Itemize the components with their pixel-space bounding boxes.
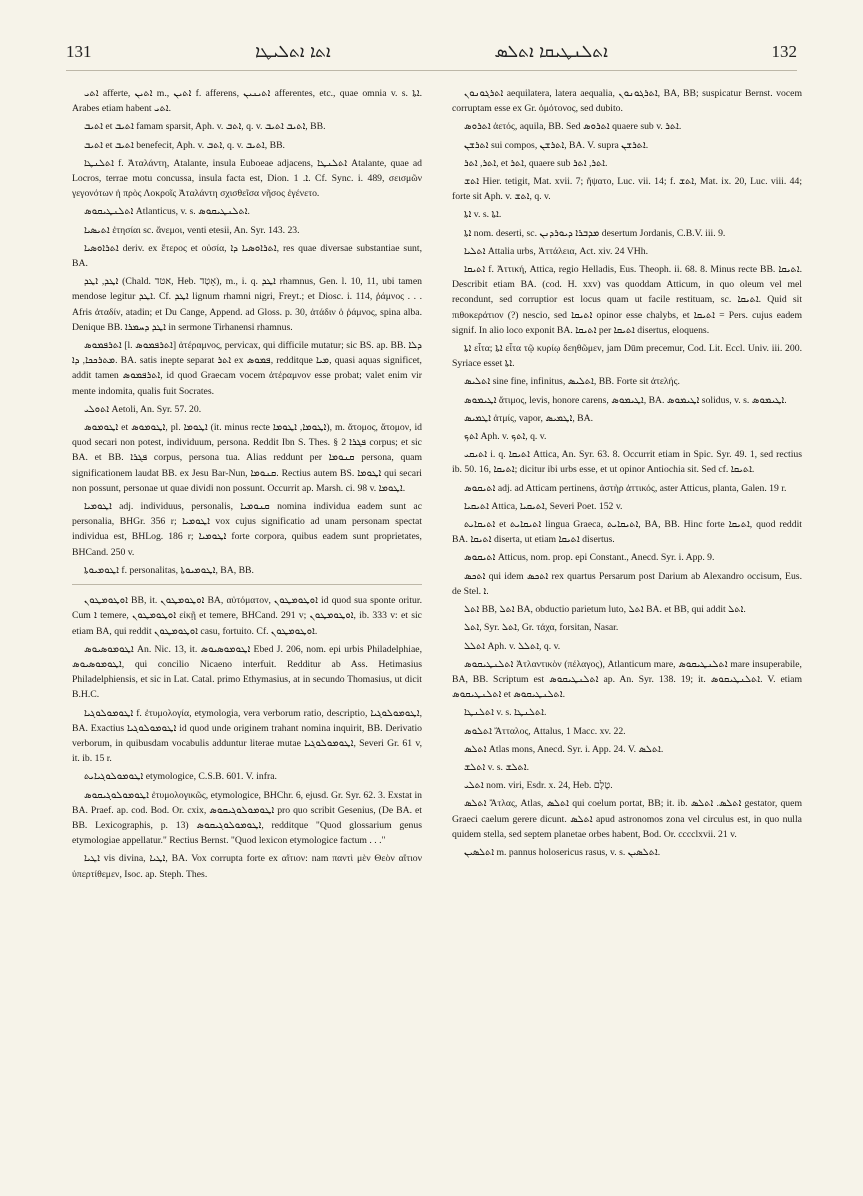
right-column-entry: ܐܬܠܝ nom. viri, Esdr. x. 24, Heb. טֶלֶם. — [464, 780, 613, 792]
right-column-entry: ܐܬܝܩܘܣ adj. ad Atticam pertinens, ἀστὴρ ἀττικός, aster Atticus, planta, Galen. 19 r. — [464, 482, 787, 494]
right-running-title: ܐܬܠܢܛܝܩܐ ܐܬܠܣ — [494, 42, 608, 62]
left-column-entry: ܐܛܘܡܘܠܘܓܝܐ f. ἐτυμολογία, etymologia, vera verborum ratio, descriptio, ܐܛܘܡܘܠܘܓܝܐ, BA. Exactius ܐܛܘܡܘܠܘܓܝܐ id quod unde originem trahant nomina inquirit, BB. Derivatio verborum, in quibusdam vocabulis adduntur literae mutae ܐܛܘܡܘܠܘܓܝܐ, Severi Gr. 61 v, it. ib. 15 r. — [72, 707, 422, 765]
left-column-entry: ܐܛܘܡܝܘܬܐ f. personalitas, ܐܛܘܡܝܘܬܐ, BA, BB. — [84, 564, 254, 576]
right-column-entry: ܐܬܠܣܝܢ m. pannus holosericus rasus, v. s. ܐܬܠܣܝܢ. — [464, 846, 661, 858]
right-column-entry: ܐܬܝܩܝܐ Attica, ܐܬܝܩܝܐ, Severi Poet. 152 v. — [464, 500, 623, 512]
right-column-entry: ܐܬܪܫܢ sui compos, ܐܬܪܫܢ, BA. V. supra ܐܬܪܫܢ. — [464, 139, 649, 151]
left-column-entry: ܐܬܪܐܘܣܝܐ deriv. ex ἕτερος et οὐσία, ܐܬܪܐܘܣܝܐ ܕܐ, res quae diversae substantiae sunt, BA. — [72, 242, 422, 270]
left-column-entry: ܐܬܝܒ et ܐܬܝܒ famam sparsit, Aph. v. ܐܬܒ, q. v. ܐܬܝܒ ܐܬܝܒ, BB. — [84, 121, 326, 133]
right-column-entry: ܐܬܪܓܘܢܘܢ aequilatera, latera aequalia, ܐܬܪܓܘܢܘܢ, BA, BB; suspicatur Bernst. vocem corruptam esse ex Gr. ὁμότονος, sed dubito. — [452, 88, 802, 115]
left-column-entry: ܐܬܝܣܝܐ ἐτησίαι sc. ἄνεμοι, venti etesii, An. Syr. 143. 23. — [84, 224, 300, 236]
right-column-entry: ܐܬܐ nom. deserti, sc. ܡܕܒܪܐ ܕܝܘܪܕܢܢ desertum Jordanis, C.B.V. iii. 9. — [464, 227, 726, 239]
left-column — [72, 86, 422, 1162]
right-column-entry: ܐܬܠ BB, ܐܬܠ BA, obductio parietum luto, ܐܬܠ BA. et BB, qui addit ܐܬܠ. — [464, 604, 746, 616]
right-column-entry: ܐܬܠܠ Aph. v. ܐܬܠܠ, q. v. — [464, 640, 561, 652]
right-column-entry: ܐܛܝܡܘܣ ἄτιμος, levis, honore carens, ܐܛܝܡܘܣ, BA. ܐܛܝܡܘܣ solidus, v. s. ܐܛܝܡܘܣ. — [464, 394, 787, 406]
right-page-number: 132 — [771, 42, 797, 61]
section-divider — [72, 584, 422, 585]
left-column-entry: ܐܛܘܡܘܠܘܓܝܩܘܣ ἐτυμολογικῶς, etymologice, BHChr. 6, ejusd. Gr. Syr. 62. 3. Exstat in BA. Praef. ap. cod. Bod. Or. cxix, ܐܛܘܡܘܠܘܓܝܩܘܣ pro quo scribit Gesenius, (De BA. et BB. Lexicographis, p. 13) ܐܛܘܡܘܠܘܓܝܩܘܣ, redditque "Quod glossarium genus etymologiae appellatur." Rectius Bernst. "Quod lexicon etymologice factum . . ." — [72, 789, 422, 847]
right-column-entry: ܐܬܠܣ Ἄτλας, Atlas, ܐܬܠܣ qui coelum portat, BB; it. ib. ܐܬܠܣ. ܐܬܠܣ gestator, quem Graeci caelum gerere dicunt. ܐܬܠܣ apud astronomos zona vel circulus est, in quo nulla quidem stella, sed septem planetae orbes habent, Bod. Or. cccclxvii. 21 v. — [452, 798, 802, 840]
left-column-entry: ܐܬܝ afferte, ܐܬܝܢ m., ܐܬܝܢ f. afferens, ܐܬܝܢܝܢ afferentes, etc., quae omnia v. s. ܐܬܐ. Arabes etiam habent ܐܬܝ. — [72, 88, 422, 115]
right-column-entry: ܐܬܠܫ v. s. ܐܬܠܫ. — [464, 761, 530, 773]
left-column-entry: ܐܬܪܦܡܘܣ [l. ܐܬܪܦܡܘܣ] ἀτέραμνος, pervicax, qui difficile mutatur; sic BS. ap. BB. ܕܠܐ ܡܬܪܟܟܐ, ܕܐ. BA. satis inepte separat ܐܬܪ ex ܦܡܘܣ, redditque ܡܝܐ, quasi aquas significet, addit tamen ܐܬܪܦܡܘܣ, id quod Graecam vocem ἀτέραμνον esse probat; valet enim vir mente indomita, qualis fuit Socrates. — [72, 340, 422, 397]
right-column-entry: ܐܬܝܩܘܣ Atticus, nom. prop. epi Constant., Anecd. Syr. i. App. 9. — [464, 552, 715, 564]
left-column-entry: ܐܛܘܡܘܣ et ܐܛܘܡܘܣ, pl. ܐܛܘܡܐ (it. minus recte ܐܛܘܡܐ, ܐܛܘܡܐ), m. ἄτομος, ἄτομον, id quod secari non potest, individuum, persona. Reddit Ibn S. Thes. § 2 ܦܓܪܐ corpus; et sic BA. et BB. ܦܓܪܐ corpus, persona tua. Alias reddunt per ܩܢܘܡܐ persona, quam significationem laudat BB. ex Jesu Bar-Nun, ܩܢܘܡܐ. Rectius autem BS. ܐܛܘܡܐ qui secari non possunt, personae ut quae dividi non possunt. Occurrit ap. Marsh. ci. 98 v. ܐܛܘܡܐ. — [72, 422, 422, 494]
right-column-entry: ܐܬܪ, ܐܬܪ, et ܐܬܪ, quaere sub ܐܬܪ, ܐܬܪ. — [464, 157, 608, 169]
right-column-entry: ܐܬܝܩܐ f. Ἀττική, Attica, regio Helladis, Eus. Theoph. ii. 68. 8. Minus recte BB. ܐܬܝܩܐ. Describit etiam BA. (cod. H. xxv) vas quoddam Atticum, in quo oleum vel mel recondunt, sed corruptior est locus quam ut facile restituam, sc. ܐܬܝܩܐ. Quid sit πιθοκεράτιον (?) nescio, sed ܐܬܝܩܐ opinor esse chalybs, et ܐܬܝܩܐ = Pers. cujus eadem signif. In alio loco exponit BA. ܐܬܝܩܐ per ܐܬܝܩܐ disertus, eloquens. — [452, 264, 802, 336]
left-column-entry: ܐܛܝܐ vis divina, ܐܛܝܐ, BA. Vox corrupta forte ex αἴτιον: nam παντὶ μὲν Θεὸν αἴτιον ὑπερτίθεμεν, Isoc. ap. Steph. Thes. — [72, 853, 422, 880]
left-column-entry: ܐܬܝܒ et ܐܬܝܒ benefecit, Aph. v. ܐܬܒ, q. v. ܐܬܝܒ, BB. — [84, 139, 285, 151]
right-column-entry: ܐܬܟܣ qui idem ܐܬܟܣ rex quartus Persarum post Darium ab Alexandro occisum, Eus. de Stel. ܐ. — [452, 570, 802, 597]
right-column-entry: ܐܬܠܝܣ sine fine, infinitus, ܐܬܠܝܣ, BB. Forte sit ἀτελής. — [464, 376, 680, 388]
right-column-entry: ܐܬܝܩܝ i. q. ܐܬܝܩܐ Attica, An. Syr. 63. 8. Occurrit etiam in Spic. Syr. 49. 1, sed rectius ib. 50. 16, ܐܬܝܩܐ; dicitur ibi urbs esse, et ut opinor Antiochia sit. Sed cf. ܐܬܝܩܐ. — [452, 449, 802, 476]
left-running-title: ܐܬܐ ܐܬܠܝܛܐ — [255, 42, 331, 62]
left-page-number: 131 — [66, 42, 92, 61]
left-column-entry: ܐܛܘܡܝܐ adj. individuus, personalis, ܩܢܘܡܝܐ nomina individua eadem sunt ac personalia, BHGr. 356 r; ܐܛܘܡܝܐ vox cujus significatio ad unam personam spectat individua est, BHLog. 186 r; ܐܛܘܡܝܐ forte corpora, quibus eadem sunt proprietates, BHCand. 250 v. — [72, 501, 422, 558]
right-column-entry: ܐܬܠܝܐ Attalia urbs, Ἀττάλεια, Act. xiv. 24 VHh. — [464, 245, 648, 257]
right-column-entry: ܐܬܠܣ Atlas mons, Anecd. Syr. i. App. 24. V. ܐܬܠܣ. — [464, 743, 664, 755]
right-column-entry: ܐܬܫ Hier. tetigit, Mat. xvii. 7; ἥψατο, Luc. vii. 14; f. ܐܬܫ, Mat. ix. 20, Luc. viii. 44; forte sit Aph. v. ܐܬܫ, q. v. — [452, 176, 802, 203]
right-column-entry: ܐܬܠܢܛܐ v. s. ܐܬܠܢܛܐ. — [464, 707, 547, 719]
left-column-entry: ܐܛܘܡܘܠܘܓܝܐܝܬ etymologice, C.S.B. 601. V. infra. — [84, 771, 277, 783]
running-head — [66, 34, 797, 71]
right-column-entry: ܐܬܠܢܛܝܩܘܣ Ἀτλαντικὸν (πέλαγος), Atlanticum mare, ܐܬܠܢܛܝܩܘܣ mare insuperabile, BA, BB. Scriptum est ܐܬܠܢܛܝܩܘܣ ap. An. Syr. 138. 19; it. ܐܬܠܢܛܝܩܘܣ. V. etiam ܐܬܠܢܛܝܩܘܣ et ܐܬܠܢܛܝܩܘܣ. — [452, 658, 802, 701]
left-column-entry: ܐܬܘܠܝ Aetoli, An. Syr. 57. 20. — [84, 403, 202, 415]
two-column-body — [72, 86, 802, 1162]
right-column-entry: ܐܬܟ Aph. v. ܐܬܟ, q. v. — [464, 431, 547, 443]
left-column-entry: ܐܬܠܢܛܐ f. Ἀταλάντη, Atalante, insula Euboeae adjacens, ܐܬܠܢܛܐ Atalante, quae ad Locros, terrae motu concussa, insula facta est, Dion. ܐ. 1. Cf. Sync. i. 489, σεισμῶν γεγονότων ἡ πρὸς Λοκροῖς Ἀταλάντη σχισθεῖσα νῆσος ἐγένετο. — [72, 157, 422, 200]
left-column-entry: ܐܘܛܘܡܛܘܢ BB, it. ܐܘܛܘܡܛܘܢ BA, αὐτόματον, ܐܘܛܘܡܛܘܢ id quod sua sponte oritur. Cum ܐ temere, ܐܘܛܘܡܛܘܢ εἰκῇ et temere, BHCand. 291 v; ܐܘܛܘܡܛܘܢ, ib. 333 v: et sic etiam BA, qui reddit ܐܘܛܘܡܛܘܢ casu, fortuito. Cf. ܐܘܛܘܡܛܘܢ. — [72, 595, 422, 637]
left-column-entry: ܐܛܘܡܘܣܝܘܣ An. Nic. 13, it. ܐܛܘܡܘܣܝܘܣ Ebed J. 206, nom. epi urbis Philadelphiae, ܐܛܘܡܘܣܝܘܣ, qui concilio Nicaeno interfuit. Redditur ab Ass. Hetimasius Philadelphiensis, et sic in Lat. Catal. primo Ethymasius, at in secundo Thomasius, ut dicit B.H.C. — [72, 643, 422, 701]
right-column-entry: ܐܬܠ, Syr. ܐܬܠ, Gr. τάχα, forsitan, Nasar. — [464, 622, 619, 634]
right-column-entry: ܐܬܐ v. s. ܐܬܐ. — [464, 209, 502, 221]
right-column-entry: ܐܬܠܘܣ Ἄτταλος, Attalus, 1 Macc. xv. 22. — [464, 725, 626, 737]
right-column-entry: ܐܬܝܩܐܝܬ et ܐܬܝܩܐܝܬ lingua Graeca, ܐܬܝܩܐܝܬ, BA, BB. Hinc forte ܐܬܝܩܐ, quod reddit BA. ܐܬܝܩܐ diserta, ut etiam ܐܬܝܩܐ disertus. — [452, 519, 802, 546]
right-column — [452, 86, 802, 1162]
right-column-entry: ܐܬܐ εἶτα; ܐܬܐ εἶτα τῷ κυρίῳ δεηθῶμεν, jam Dūm precemur, Cod. Lit. Eccl. Univ. iii. 200. Syriace esset ܐܬܐ. — [452, 343, 802, 370]
right-column-entry: ܐܬܪܘܣ ἀετός, aquila, BB. Sed ܐܬܪܘܣ quaere sub v. ܐܬܪ. — [464, 121, 682, 133]
right-column-entry: ܐܛܡܝܣ ἀτμίς, vapor, ܐܛܡܝܣ, BA. — [464, 412, 594, 424]
left-column-entry: ܐܬܠܢܛܝܩܘܣ Atlanticus, v. s. ܐܬܠܢܛܝܩܘܣ. — [84, 206, 250, 218]
left-column-entry: ܐܛܕ, ܐܛܕ (Chald. אטד, Heb. אָטָד), m., i. q. ܐܛܕ rhamnus, Gen. l. 10, 11, ubi tamen mendose legitur ܐܛܕ. Cf. ܐܛܕ lignum rhamni nigri, Freyt.; et Diosc. i. 114, ῥάμνος . . . Afris ἀταδίν, atadin; et Du Cange, Append. ad Gloss. p. 30, ἀτάδιν ὁ ῥάμνος, spina alba. Denique BB. ܐܛܕ ܕܚܡܪܐ in sermone Tirhanensi rhamnus. — [72, 276, 422, 333]
